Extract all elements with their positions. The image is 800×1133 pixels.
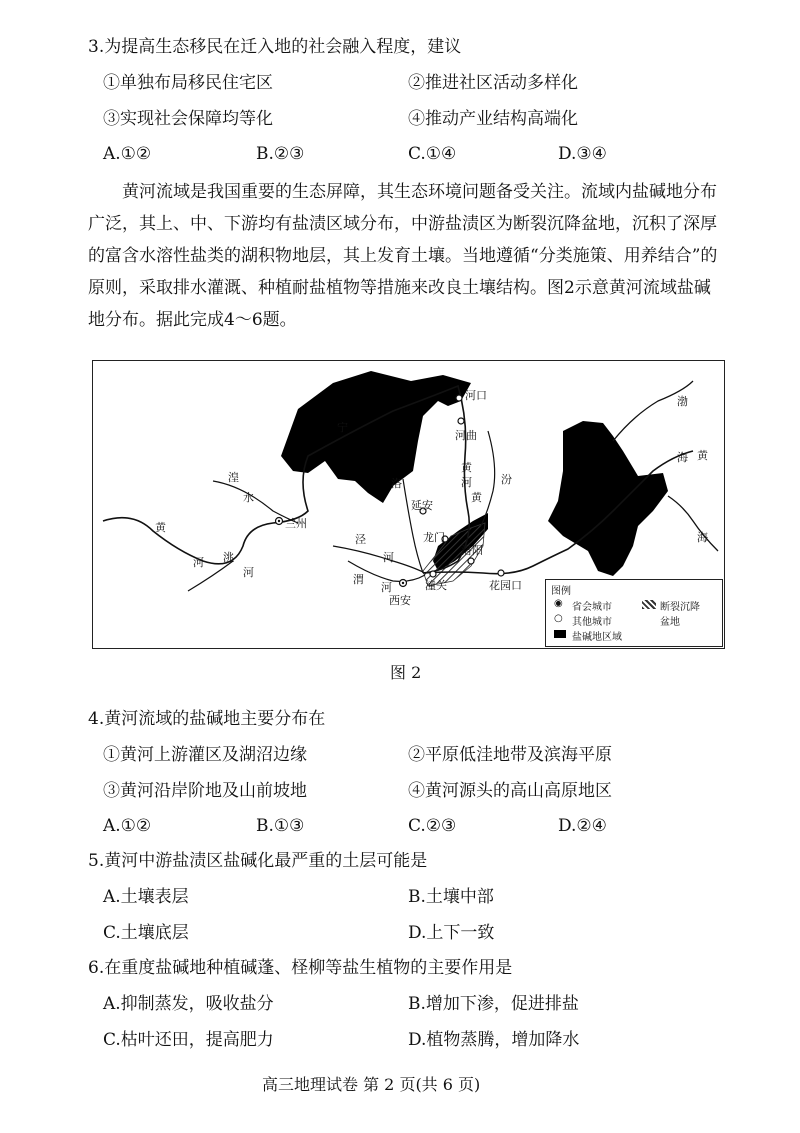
q5-choice-b: B.土壤中部 — [408, 887, 494, 907]
legend-provincial-icon: ◉ — [554, 598, 563, 609]
q3-choice-c: C.①④ — [408, 144, 457, 164]
label-he-main: 河 — [461, 476, 472, 489]
river-fenhe — [481, 431, 495, 526]
q4-option-2: ②平原低洼地带及滨海平原 — [408, 745, 612, 765]
q6-choice-c: C.枯叶还田，提高肥力 — [103, 1030, 274, 1050]
q3-option-3: ③实现社会保障均等化 — [103, 109, 273, 129]
label-huang-mid: 黄 — [471, 491, 482, 504]
legend-provincial: 省会城市 — [572, 602, 612, 613]
label-yanan: 延安 — [411, 499, 433, 512]
q6-choice-b: B.增加下渗，促进排盐 — [408, 994, 579, 1014]
q3-choice-b: B.②③ — [256, 144, 305, 164]
label-hequ: 河曲 — [455, 429, 477, 442]
label-he-jing: 河 — [383, 551, 394, 564]
passage-text: 黄河流域是我国重要的生态屏障，其生态环境问题备受关注。流域内盐碱地分布广泛，其上、中、下游均有盐渍区域分布，中游盐渍区为断裂沉降盆地，沉积了深厚的富含水溶性盐类的湖积物地层，其上发育土壤。当地遵循“分类施策、用养结合”的原则，采取排水灌溉、种植耐盐植物等措施来改良土壤结构。图2示意黄河流域盐碱地分布。据此完成4～6题。 — [88, 182, 718, 330]
label-longmen: 龙门 — [423, 531, 445, 544]
yellow-river-map — [92, 360, 725, 649]
q6-stem: 6.在重度盐碱地种植碱蓬、柽柳等盐生植物的主要作用是 — [88, 958, 513, 978]
q4-stem: 4.黄河流域的盐碱地主要分布在 — [88, 709, 326, 729]
label-ning: 宁 — [337, 421, 348, 434]
label-luo: 洛 — [391, 477, 402, 490]
label-hekou: 河口 — [465, 389, 487, 402]
label-wei: 渭 — [353, 573, 364, 586]
label-hai: 海 — [677, 451, 688, 464]
q3-option-1: ①单独布局移民住宅区 — [103, 73, 273, 93]
label-huanghai: 黄 — [697, 449, 708, 462]
label-he-w: 河 — [193, 556, 204, 569]
q5-choice-d: D.上下一致 — [408, 923, 495, 943]
river-luohe — [403, 479, 423, 573]
q4-option-4: ④黄河源头的高山高原地区 — [408, 781, 612, 801]
label-tongguan: 潼关 — [425, 579, 447, 592]
label-tao-he: 河 — [243, 566, 254, 579]
city-tongguan — [430, 571, 436, 577]
saline-region-delta — [548, 421, 668, 576]
legend-title: 图例 — [551, 586, 571, 597]
label-bohai: 渤 — [677, 395, 688, 408]
legend-fault-swatch — [642, 600, 656, 609]
label-he-wei: 河 — [381, 581, 392, 594]
legend-basin: 盆地 — [660, 617, 680, 628]
q5-choice-a: A.土壤表层 — [103, 887, 189, 907]
legend-other-icon: ○ — [554, 613, 563, 624]
label-luoyang: 洛阳 — [461, 544, 483, 557]
page-footer: 高三地理试卷 第 2 页(共 6 页) — [262, 1075, 481, 1094]
q6-choice-a: A.抑制蒸发，吸收盐分 — [103, 994, 274, 1014]
label-huang-main: 黄 — [461, 461, 472, 474]
river-jinghe — [333, 546, 425, 573]
city-lanzhou-dot — [278, 520, 280, 522]
q4-choice-d: D.②④ — [558, 816, 607, 836]
map-legend — [545, 579, 723, 647]
q5-choice-c: C.土壤底层 — [103, 923, 189, 943]
label-huang-w: 黄 — [155, 521, 166, 534]
city-hequ — [458, 418, 464, 424]
q4-choice-a: A.①② — [103, 816, 152, 836]
city-luoyang — [468, 558, 474, 564]
label-huangshui: 湟 — [228, 471, 239, 484]
label-xian: 西安 — [389, 594, 411, 607]
label-jing: 泾 — [355, 533, 366, 546]
q3-option-2: ②推进社区活动多样化 — [408, 73, 578, 93]
q4-option-3: ③黄河沿岸阶地及山前坡地 — [103, 781, 307, 801]
city-hekou — [456, 395, 462, 401]
label-hai-e: 海 — [697, 531, 708, 544]
label-tao: 洮 — [223, 551, 234, 564]
q3-choice-a: A.①② — [103, 144, 152, 164]
legend-other: 其他城市 — [572, 617, 612, 628]
q3-option-4: ④推动产业结构高端化 — [408, 109, 578, 129]
q4-choice-c: C.②③ — [408, 816, 457, 836]
q3-choice-d: D.③④ — [558, 144, 607, 164]
city-huayuankou — [498, 570, 504, 576]
legend-fault: 断裂沉降 — [660, 602, 700, 613]
q3-stem: 3.为提高生态移民在迁入地的社会融入程度，建议 — [88, 37, 462, 57]
label-lanzhou: 兰州 — [285, 517, 307, 530]
legend-saline-swatch — [554, 630, 566, 638]
label-huayuankou: 花园口 — [489, 579, 522, 592]
q4-choice-b: B.①③ — [256, 816, 305, 836]
city-xian-dot — [402, 582, 404, 584]
q5-stem: 5.黄河中游盐渍区盐碱化最严重的土层可能是 — [88, 851, 428, 871]
figure-caption: 图 2 — [390, 663, 422, 682]
label-shui: 水 — [243, 491, 254, 504]
saline-region-hetao — [281, 371, 471, 503]
label-fen: 汾 — [501, 473, 512, 486]
legend-saline: 盐碱地区域 — [572, 632, 622, 643]
q4-option-1: ①黄河上游灌区及湖沼边缘 — [103, 745, 307, 765]
q6-choice-d: D.植物蒸腾，增加降水 — [408, 1030, 580, 1050]
